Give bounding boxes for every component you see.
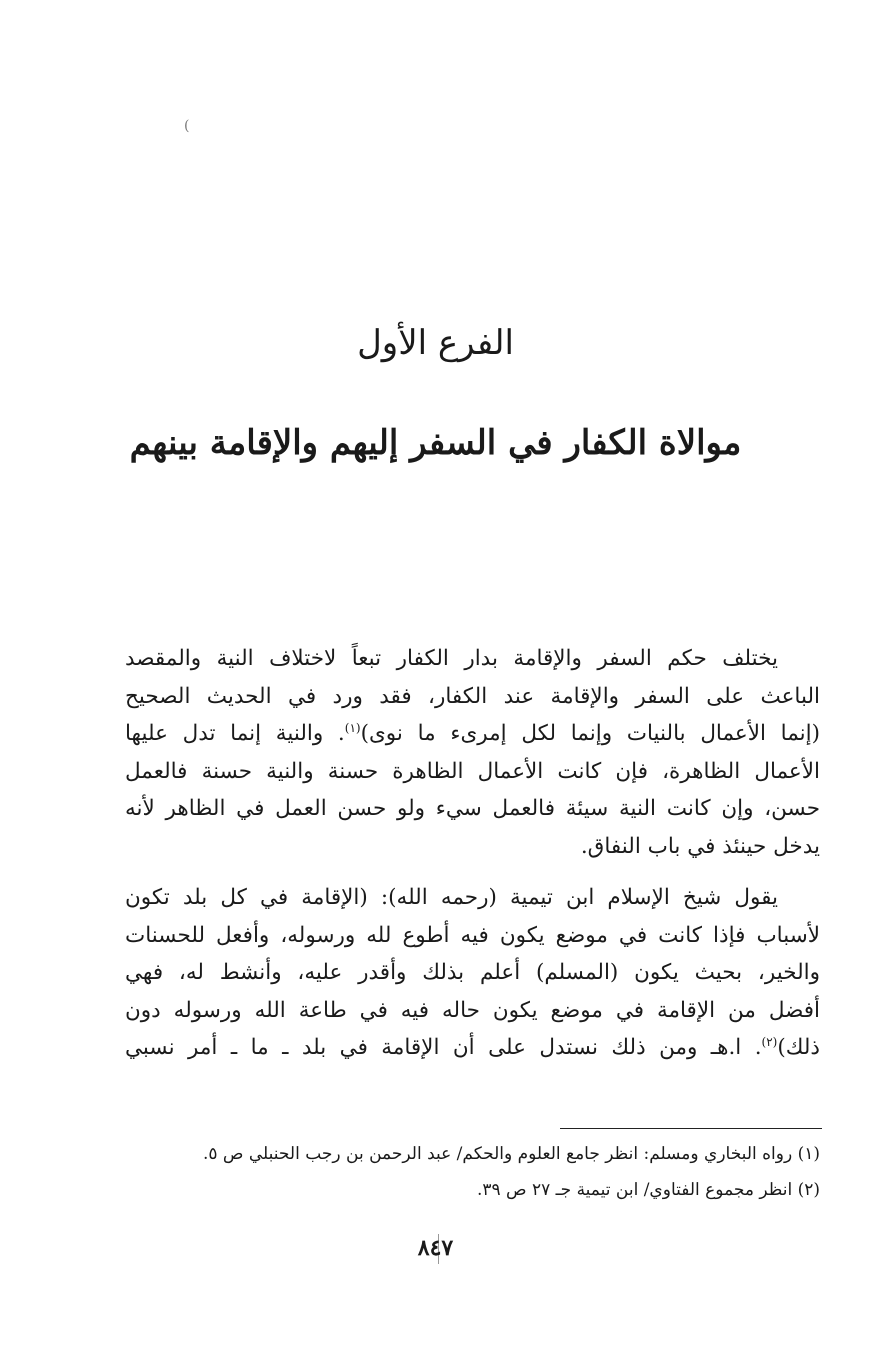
page-number: ٨٤٧ — [417, 1235, 454, 1261]
paragraph-line: والخير، بحيث يكون (المسلم) أعلم بذلك وأقدر عليه، وأنشط له، فهي — [125, 960, 820, 985]
paragraph-line: يقول شيخ الإسلام ابن تيمية (رحمه الله): (الإقامة في كل بلد تكون — [125, 885, 778, 910]
section-label: الفرع الأول — [357, 323, 514, 363]
quote-end: ذلك) — [777, 1035, 820, 1060]
paragraph-line: الباعث على السفر والإقامة عند الكفار، فقد ورد في الحديث الصحيح — [125, 683, 820, 709]
footnote-1: (١) رواه البخاري ومسلم: انظر جامع العلوم والحكم/ عبد الرحمن بن رجب الحنبلي ص ٥. — [202, 1144, 820, 1164]
paragraph-line — [125, 715, 820, 753]
footnote-ref-1: (١) — [344, 720, 361, 735]
body-text — [125, 640, 820, 1067]
line-tail: . والنية إنما تدل عليها — [125, 721, 345, 746]
line-tail: . ا.هـ ومن ذلك نستدل على أن الإقامة في بلد ـ ما ـ أمر نسبي — [125, 1035, 762, 1060]
footnotes — [125, 1136, 820, 1208]
hadith-quote: (إنما الأعمال بالنيات وإنما لكل إمرىء ما نوى) — [360, 721, 821, 746]
paragraph-line: يدخل حينئذ في باب النفاق. — [580, 833, 820, 859]
footnote-ref-2: (٢) — [761, 1034, 778, 1049]
paragraph-line: أفضل من الإقامة في موضع يكون حاله فيه في طاعة الله ورسوله دون — [125, 997, 820, 1023]
paragraph-line: يختلف حكم السفر والإقامة بدار الكفار تبعاً لاختلاف النية والمقصد — [125, 646, 778, 671]
paragraph-line — [125, 1029, 820, 1067]
paragraph-line: حسن، وإن كانت النية سيئة فالعمل سيء ولو حسن العمل في الظاهر لأنه — [125, 796, 820, 821]
section-title: موالاة الكفار في السفر إليهم والإقامة بينهم — [129, 423, 742, 463]
stray-mark: ) — [184, 118, 190, 134]
paragraph-2 — [125, 879, 820, 1067]
footnote-separator — [560, 1128, 822, 1129]
paragraph-line: لأسباب فإذا كانت في موضع يكون فيه أطوع لله ورسوله، وأفعل للحسنات — [125, 922, 820, 948]
paragraph-1 — [125, 640, 820, 865]
paragraph-line: الأعمال الظاهرة، فإن كانت الأعمال الظاهرة حسنة والنية حسنة فالعمل — [125, 758, 820, 784]
footnote-2: (٢) انظر مجموع الفتاوي/ ابن تيمية جـ ٢٧ ص ٣٩. — [476, 1180, 820, 1200]
